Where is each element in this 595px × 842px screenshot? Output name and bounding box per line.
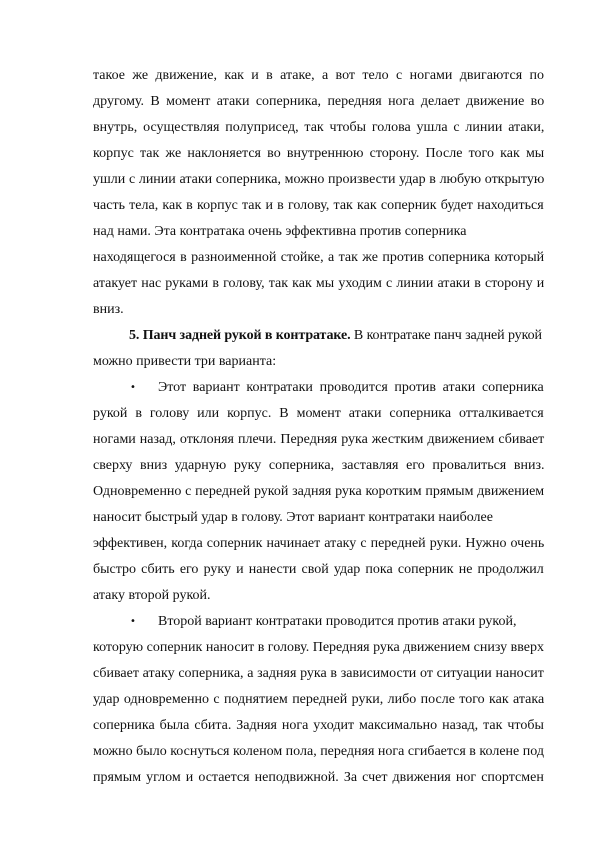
list-item-line: прямым углом и остается неподвижной. За счет движения ног спортсмен	[93, 770, 544, 785]
paragraph-line: атакует нас руками в голову, так как мы уходим с линии атаки в сторону и	[93, 276, 545, 291]
list-item-line: которую соперник наносит в голову. Передняя рука движением снизу вверх	[93, 640, 544, 655]
paragraph-line: корпус так же наклоняется во внутреннюю сторону. После того как мы	[93, 146, 545, 161]
list-item-line: Этот вариант контратаки проводится против атаки соперника	[158, 380, 544, 395]
list-item-line: можно было коснуться коленом пола, передняя нога сгибается в колене под	[93, 744, 544, 759]
bullet-icon: •	[130, 616, 136, 627]
list-item-line: наносит быстрый удар в голову. Этот вариант контратаки наиболее	[93, 510, 493, 525]
paragraph-line: ушли с линии атаки соперника, можно произвести удар в любую открытую	[93, 172, 545, 187]
paragraph-line: внутрь, осуществляя полуприсед, так чтобы голова ушла с линии атаки,	[93, 120, 545, 135]
section-intro-text: В контратаке панч задней рукой	[350, 328, 542, 343]
list-item-line: сверху вниз ударную руку соперника, заставляя его провалиться вниз.	[93, 458, 545, 473]
paragraph-line: такое же движение, как и в атаке, а вот тело с ногами двигаются по	[93, 68, 544, 83]
list-item-line: Одновременно с передней рукой задняя рука коротким прямым движением	[93, 484, 545, 499]
list-item-line: эффективен, когда соперник начинает атаку с передней руки. Нужно очень	[93, 536, 545, 551]
section-heading-line	[129, 327, 542, 344]
paragraph-line: вниз.	[93, 302, 124, 317]
bullet-icon: •	[130, 382, 136, 393]
paragraph-line: находящегося в разноименной стойке, а так же против соперника который	[93, 250, 545, 265]
list-item-line: сбивает атаку соперника, а задняя рука в зависимости от ситуации наносит	[93, 666, 544, 681]
list-item-line: Второй вариант контратаки проводится против атаки рукой,	[158, 614, 517, 629]
list-item-line: рукой в голову или корпус. В момент атаки соперника отталкивается	[93, 406, 544, 421]
section-heading: 5. Панч задней рукой в контратаке.	[129, 328, 351, 343]
list-item-line: соперника была сбита. Задняя нога уходит максимально назад, так чтобы	[93, 718, 544, 733]
paragraph-line: другому. В момент атаки соперника, передняя нога делает движение во	[93, 94, 545, 109]
list-item-line: быстро сбить его руку и нанести свой удар пока соперник не продолжил	[93, 562, 544, 577]
list-item-line: ногами назад, отклоняя плечи. Передняя рука жестким движением сбивает	[93, 432, 545, 447]
paragraph-line: можно привести три варианта:	[93, 354, 277, 369]
list-item-line: атаку второй рукой.	[93, 588, 211, 603]
list-item-line: удар одновременно с поднятием передней руки, либо после того как атака	[93, 692, 545, 707]
paragraph-line: часть тела, как в корпус так и в голову, так как соперник будет находиться	[93, 198, 544, 213]
paragraph-line: над нами. Эта контратака очень эффективна против соперника	[93, 224, 467, 239]
